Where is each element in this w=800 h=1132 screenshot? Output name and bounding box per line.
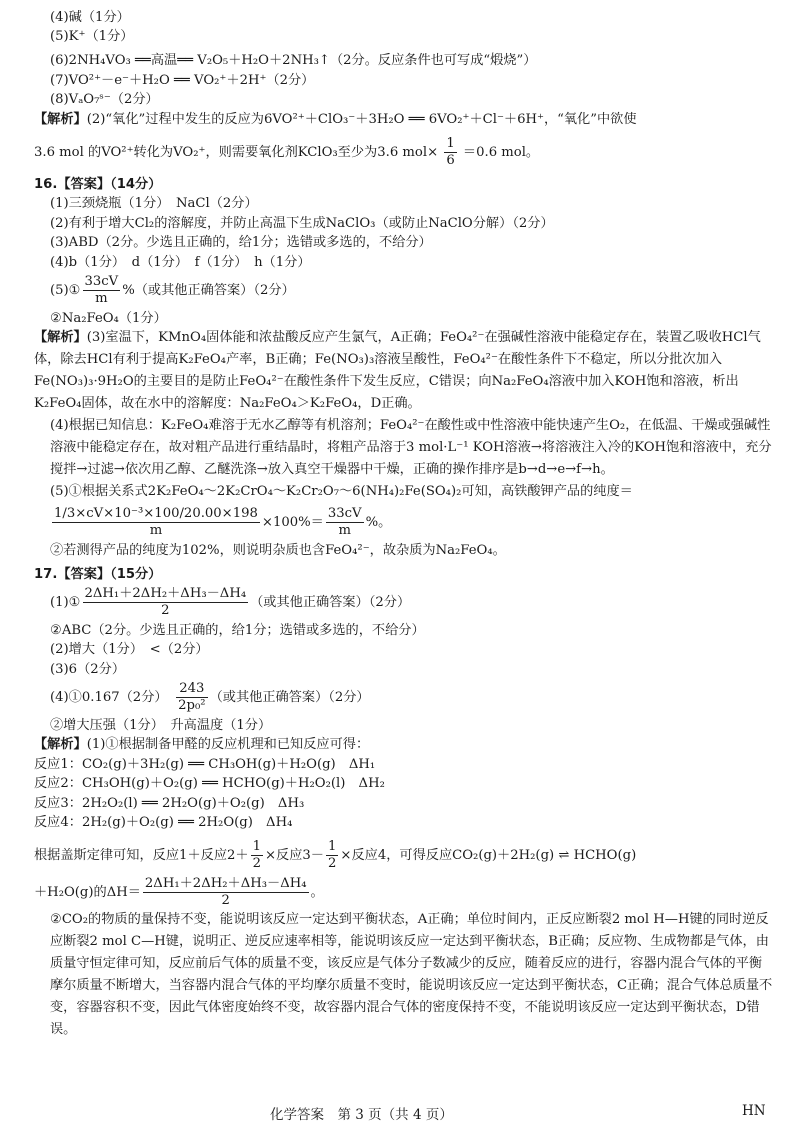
numerator: 1 (328, 839, 337, 854)
fraction (326, 506, 364, 539)
q16-analysis-5a: (5)①根据关系式2K₂FeO₄～2K₂CrO₄～K₂Cr₂O₇～6(NH₄)₂Fe(SO₄)₂可知，高铁酸钾产品的纯度＝ (50, 483, 633, 499)
denominator: m (338, 523, 351, 538)
q17-line: (2)增大（1分） <（2分） (50, 642, 209, 657)
q15-line: (7)VO²⁺－e⁻＋H₂O ══ VO₂⁺＋2H⁺（2分） (50, 72, 315, 88)
fraction (176, 681, 207, 714)
answer-suffix: %（或其他正确答案）（2分） (122, 283, 295, 298)
q16-title: 16.【答案】（14分） (34, 176, 162, 192)
numerator: 243 (176, 681, 207, 698)
q17-answer-1 (34, 586, 774, 619)
q15-line: (8)VₐO₇ˢ⁻（2分） (50, 92, 159, 107)
q15-analysis-cont (34, 136, 774, 169)
answer-suffix: （或其他正确答案）（2分） (209, 690, 370, 705)
denominator: 6 (446, 152, 455, 168)
analysis-text: (2)“氧化”过程中发生的反应为6VO²⁺＋ClO₃⁻＋3H₂O ══ 6VO₂⁺＋Cl⁻＋6H⁺，“氧化”中欲使 (86, 111, 637, 127)
analysis-label: 【解析】 (34, 329, 87, 345)
q15-line: (4)碱（1分） (50, 9, 130, 25)
q16-line: (1)三颈烧瓶（1分） NaCl（2分） (50, 196, 258, 211)
fraction (143, 876, 309, 909)
region-code: HN (742, 1103, 766, 1119)
fraction (83, 586, 249, 619)
q15-line: (6)2NH₄VO₃ ══高温══ V₂O₅＋H₂O＋2NH₃↑（2分。反应条件也可写成“煅烧”） (50, 53, 537, 68)
denominator: 2 (252, 856, 261, 871)
q16-analysis-4: (4)根据已知信息：K₂FeO₄难溶于无水乙醇等有机溶剂；FeO₄²⁻在酸性或中性溶液中能快速产生O₂，在低温、干燥或强碱性溶液中能稳定存在，故对粗产品进行重结晶时，将粗产品溶于3 mol·L⁻¹ KOH溶液→将溶液注入冷的KOH饱和溶液中，充分搅拌→过滤→依次用乙醇、乙醚洗涤→放入真空干燥器中干燥，正确的操作排序是b→d→e→f→h。 (50, 417, 772, 477)
denominator: 2 (161, 603, 170, 618)
q17-block (34, 567, 774, 1041)
analysis-label: 【解析】 (34, 737, 87, 752)
analysis-text: 根据盖斯定律可知，反应1＋反应2＋ (34, 848, 249, 863)
q15-analysis (34, 112, 774, 128)
analysis-text: (3)室温下，KMnO₄固体能和浓盐酸反应产生氯气，A正确；FeO₄²⁻在强碱性溶液中能稳定存在，装置乙吸收HCl气体，除去HCl有利于提高K₂FeO₄产率，B正确；Fe(NO₃)₃溶液呈酸性，FeO₄²⁻在酸性条件下不稳定，所以分批次加入Fe(NO₃)₃·9H₂O的主要目的是防止FeO₄²⁻在酸性条件下发生反应，C错误；向Na₂FeO₄溶液中加入KOH饱和溶液，析出K₂FeO₄固体，故在水中的溶解度：Na₂FeO₄＞K₂FeO₄，D正确。 (34, 329, 761, 411)
q17-line: (3)6（2分） (50, 661, 126, 677)
q16-line: (4)b（1分） d（1分） f（1分） h（1分） (50, 254, 311, 270)
answer-prefix: (4)①0.167（2分） (50, 690, 175, 705)
q17-line: ②增大压强（1分） 升高温度（1分） (50, 717, 272, 733)
q16-answer-5 (34, 274, 774, 307)
q17-answer-4 (34, 681, 774, 714)
hess-law-line (34, 839, 774, 872)
q16-analysis-formula (34, 506, 774, 539)
denominator: 2p₀² (178, 698, 206, 713)
reaction-line: 反应1：CO₂(g)＋3H₂(g) ══ CH₃OH(g)＋H₂O(g) ΔH₁ (34, 756, 376, 772)
analysis-text: (1)①根据制备甲醛的反应机理和已知反应可得： (86, 737, 370, 752)
numerator: 1 (446, 135, 455, 151)
numerator: 33cV (327, 506, 362, 521)
denominator: m (95, 291, 108, 306)
answer-page (34, 6, 774, 1041)
fraction (251, 839, 263, 872)
reaction-line: 反应3：2H₂O₂(l) ══ 2H₂O(g)＋O₂(g) ΔH₃ (34, 795, 305, 811)
formula-text: %。 (365, 515, 392, 530)
q17-line: ②ABC（2分。少选且正确的，给1分；选错或多选的，不给分） (50, 622, 425, 638)
denominator: m (149, 523, 163, 538)
formula-text: ×100%＝ (261, 515, 324, 530)
q16-line: ②Na₂FeO₄（1分） (50, 310, 167, 326)
q15-block (34, 10, 774, 169)
q16-line: (2)有利于增大Cl₂的溶解度，并防止高温下生成NaClO₃（或防止NaClO分解）（2分） (50, 215, 554, 231)
denominator: 2 (328, 856, 337, 871)
fraction (444, 136, 456, 169)
reaction-line: 反应4：2H₂(g)＋O₂(g) ══ 2H₂O(g) ΔH₄ (34, 815, 293, 830)
page-number: 化学答案 第 3 页（共 4 页） (270, 1107, 453, 1123)
analysis-text: ＝0.6 mol。 (462, 144, 540, 160)
denominator: 2 (221, 892, 230, 908)
numerator: 1 (252, 839, 261, 854)
analysis-text: 3.6 mol 的VO²⁺转化为VO₂⁺，则需要氧化剂KClO₃至少为3.6 mol× (34, 144, 439, 160)
numerator: 1/3×cV×10⁻³×100/20.00×198 (54, 506, 258, 521)
numerator: 33cV (84, 274, 119, 289)
numerator: 2ΔH₁＋2ΔH₂＋ΔH₃－ΔH₄ (84, 586, 247, 601)
answer-prefix: (1)① (50, 595, 81, 610)
reaction-line: 反应2：CH₃OH(g)＋O₂(g) ══ HCHO(g)＋H₂O₂(l) ΔH₂ (34, 776, 385, 791)
q16-line: (3)ABD（2分。少选且正确的，给1分；选错或多选的，不给分） (50, 235, 432, 250)
answer-prefix: (5)① (50, 283, 81, 298)
fraction (83, 274, 121, 307)
fraction (326, 839, 338, 872)
q16-analysis-3 (34, 327, 774, 415)
q17-title: 17.【答案】（15分） (34, 566, 162, 582)
q15-line: (5)K⁺（1分） (50, 29, 134, 44)
hess-law-line-2 (34, 876, 774, 909)
analysis-text: ×反应4，可得反应CO₂(g)＋2H₂(g) ⇌ HCHO(g) (340, 848, 637, 863)
fraction (52, 506, 260, 539)
analysis-label: 【解析】 (34, 111, 87, 127)
analysis-text: ×反应3－ (264, 848, 324, 863)
q16-analysis-5b: ②若测得产品的纯度为102%，则说明杂质也含FeO₄²⁻，故杂质为Na₂FeO₄。 (50, 542, 506, 558)
analysis-text: ＋H₂O(g)的ΔH＝ (34, 884, 141, 900)
numerator: 2ΔH₁＋2ΔH₂＋ΔH₃－ΔH₄ (144, 875, 307, 891)
q17-analysis (34, 737, 774, 753)
q17-analysis-2: ②CO₂的物质的量保持不变，能说明该反应一定达到平衡状态，A正确；单位时间内，正反应断裂2 mol H—H键的同时逆反应断裂2 mol C—H键，说明正、逆反应速率相等，能说明该反应一定达到平衡状态，B正确；反应物、生成物都是气体，由质量守恒定律可知，反应前后气体的质量不变，该反应是气体分子数减少的反应，随着反应的进行，容器内混合气体的平衡摩尔质量不断增大，当容器内混合气体的平均摩尔质量不变时，能说明该反应一定达到平衡状态，C正确；混合气体总质量不变，容器容积不变，因此气体密度始终不变，故容器内混合气体的密度保持不变，不能说明该反应一定达到平衡状态，D错误。 (50, 911, 773, 1037)
answer-suffix: （或其他正确答案）（2分） (250, 595, 411, 610)
q16-block (34, 177, 774, 559)
analysis-text: 。 (310, 884, 324, 900)
